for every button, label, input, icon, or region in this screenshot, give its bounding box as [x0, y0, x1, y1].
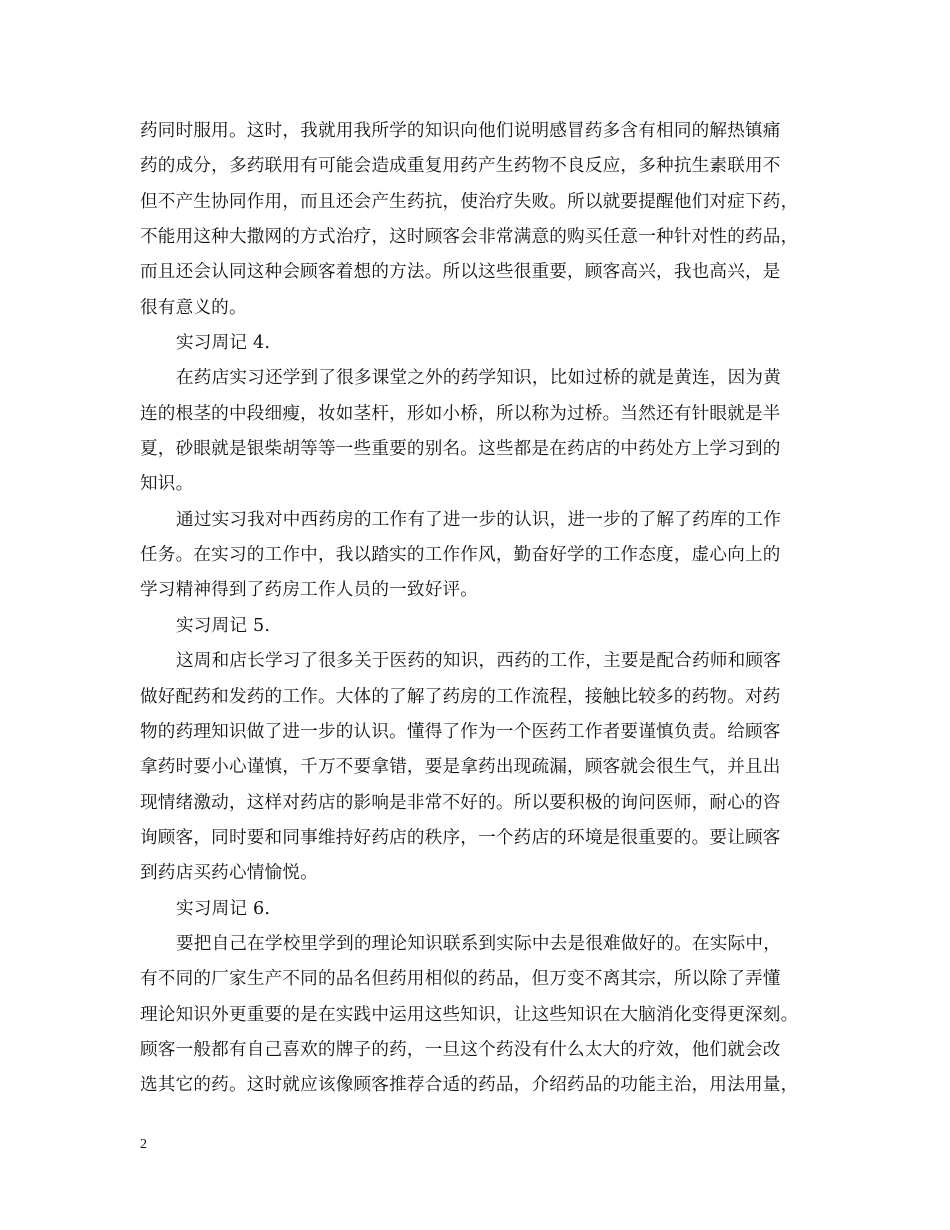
text-line: 但不产生协同作用，而且还会产生药抗，使治疗失败。所以就要提醒他们对症下药，: [140, 191, 799, 212]
text-line: 而且还会认同这种会顾客着想的方法。所以这些很重要，顾客高兴，我也高兴，是: [140, 262, 781, 283]
text-line: 拿药时要小心谨慎，千万不要拿错，要是拿药出现疏漏，顾客就会很生气，并且出: [140, 757, 781, 778]
text-line: 选其它的药。这时就应该像顾客推荐合适的药品，介绍药品的功能主治，用法用量，: [140, 1075, 799, 1096]
text-line: 顾客一般都有自己喜欢的牌子的药，一旦这个药没有什么太大的疗效，他们就会改: [140, 1039, 781, 1060]
text-line: 通过实习我对中西药房的工作有了进一步的认识，进一步的了解了药库的工作: [176, 509, 781, 530]
text-line: 任务。在实习的工作中，我以踏实的工作作风，勤奋好学的工作态度，虚心向上的: [140, 545, 781, 566]
text-line: 药的成分，多药联用有可能会造成重复用药产生药物不良反应，多种抗生素联用不: [140, 156, 781, 177]
text-line: 知识。: [140, 474, 194, 495]
text-line: 连的根茎的中段细瘦，妆如茎杆，形如小桥，所以称为过桥。当然还有针眼就是半: [140, 403, 781, 424]
page-number: 2: [140, 1137, 147, 1152]
document-body: [140, 114, 816, 1104]
text-line: 现情绪激动，这样对药店的影响是非常不好的。所以要积极的询问医师，耐心的咨: [140, 792, 781, 813]
text-line: 学习精神得到了药房工作人员的一致好评。: [140, 580, 479, 601]
text-line: 实习周记 4.: [176, 333, 271, 354]
text-line: 到药店买药心情愉悦。: [140, 863, 318, 884]
text-line: 这周和店长学习了很多关于医药的知识，西药的工作，主要是配合药师和顾客: [176, 651, 781, 672]
text-line: 物的药理知识做了进一步的认识。懂得了作为一个医药工作者要谨慎负责。给顾客: [140, 721, 781, 742]
text-line: 在药店实习还学到了很多课堂之外的药学知识，比如过桥的就是黄连，因为黄: [176, 368, 781, 389]
text-line: 询顾客，同时要和同事维持好药店的秩序，一个药店的环境是很重要的。要让顾客: [140, 827, 781, 848]
text-line: 实习周记 6.: [176, 898, 271, 919]
text-line: 夏，砂眼就是银柴胡等等一些重要的别名。这些都是在药店的中药处方上学习到的: [140, 439, 781, 460]
text-line: 理论知识外更重要的是在实践中运用这些知识，让这些知识在大脑消化变得更深刻。: [140, 1004, 799, 1025]
text-line: 药同时服用。这时，我就用我所学的知识向他们说明感冒药多含有相同的解热镇痛: [140, 121, 781, 141]
text-line: 实习周记 5.: [176, 615, 271, 636]
text-line: 要把自己在学校里学到的理论知识联系到实际中去是很难做好的。在实际中，: [176, 933, 781, 954]
text-line: 不能用这种大撒网的方式治疗，这时顾客会非常满意的购买任意一种针对性的药品，: [140, 227, 799, 248]
text-line: 做好配药和发药的工作。大体的了解了药房的工作流程，接触比较多的药物。对药: [140, 686, 781, 707]
text-line: 很有意义的。: [140, 297, 247, 318]
text-line: 有不同的厂家生产不同的品名但药用相似的药品，但万变不离其宗，所以除了弄懂: [140, 969, 781, 990]
